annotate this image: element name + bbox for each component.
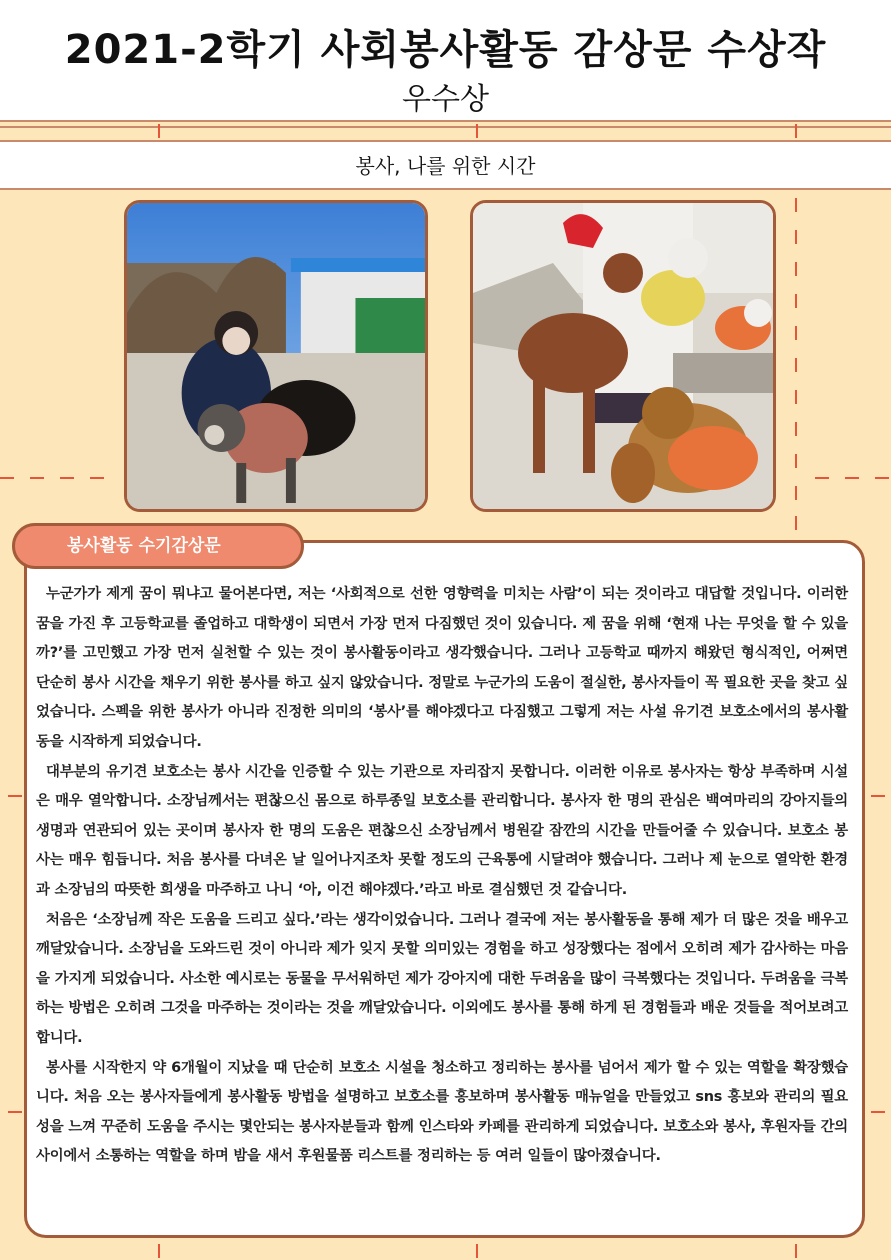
dash [795, 326, 797, 340]
dash [845, 477, 859, 479]
dash [90, 477, 104, 479]
dash [60, 477, 74, 479]
dash [8, 795, 22, 797]
dash [795, 262, 797, 276]
dash [795, 516, 797, 530]
dash [871, 795, 885, 797]
photo-volunteer-with-dogs-outdoor [124, 200, 428, 512]
dash [795, 124, 797, 138]
dash [795, 294, 797, 308]
dash [476, 1244, 478, 1258]
dash [815, 477, 829, 479]
dash [875, 477, 889, 479]
dash [795, 390, 797, 404]
dash [8, 1111, 22, 1113]
essay-paragraph: 봉사를 시작한지 약 6개월이 지났을 때 단순히 보호소 시설을 청소하고 정리하는 봉사를 넘어서 제가 할 수 있는 역할을 확장했습니다. 처음 오는 봉사자들에게 봉사활동 방법을 설명하고 보호소를 홍보하며 봉사활동 매뉴얼을 만들었고 sns 홍보와 관리의 필요성을 느껴 꾸준히 도움을 주시는 몇안되는 봉사자분들과 함께 인스타와 카페를 관리하게 되었습니다. 보호소와 봉사, 후원자들 간의 사이에서 소통하는 역할을 하며 밤을 새서 후원물품 리스트를 정리하는 등 여러 일들이 많아졌습니다. [36, 1059, 848, 1165]
dash [871, 1111, 885, 1113]
essay-paragraph: 누군가가 제게 꿈이 뭐냐고 물어본다면, 저는 ‘사회적으로 선한 영향력을 미치는 사람’이 되는 것이라고 대답할 것입니다. 이러한 꿈을 가진 후 고등학교를 졸업하고 대학생이 되면서 가장 먼저 다짐했던 것이 있습니다. 제 꿈을 위해 ‘현재 나는 무엇을 할 수 있을까?’를 고민했고 가장 먼저 실천할 수 있는 것이 봉사활동이라고 생각했습니다. 그러나 고등학교 때까지 해왔던 형식적인, 어쩌면 단순히 봉사 시간을 채우기 위한 봉사를 하고 싶지 않았습니다. 정말로 누군가의 도움이 절실한, 봉사자들이 꼭 필요한 곳을 찾고 싶었습니다. 스펙을 위한 봉사가 아니라 진정한 의미의 ‘봉사’를 해야겠다고 다짐했고 그렇게 저는 사설 유기견 보호소에서의 봉사활동을 시작하게 되었습니다. [36, 586, 848, 750]
essay-subtitle: 봉사, 나를 위한 시간 [355, 154, 536, 178]
essay-paragraph: 대부분의 유기견 보호소는 봉사 시간을 인증할 수 있는 기관으로 자리잡지 못합니다. 이러한 이유로 봉사자는 항상 부족하며 시설은 매우 열악합니다. 소장님께서는 편찮으신 몸으로 하루종일 보호소를 관리합니다. 봉사자 한 명의 관심은 백여마리의 강아지들의 생명과 연관되어 있는 곳이며 봉사자 한 명의 도움은 편찮으신 소장님께서 병원갈 잠깐의 시간을 만들어줄 수 있습니다. 보호소 봉사는 매우 힘듭니다. 처음 봉사를 다녀온 날 일어나지조차 못할 정도의 근육통에 시달려야 했습니다. 그러나 제 눈으로 열악한 환경과 소장님의 따뜻한 희생을 마주하고 나니 ‘아, 이건 해야겠다.’라고 바로 결심했던 것 같습니다. [36, 763, 848, 898]
dash [158, 124, 160, 138]
essay-tab-label: 봉사활동 수기감상문 [12, 523, 304, 569]
dash [795, 454, 797, 468]
dash [795, 1244, 797, 1258]
dash [476, 124, 478, 138]
dash [795, 198, 797, 212]
dash [158, 1244, 160, 1258]
essay-paragraph: 처음은 ‘소장님께 작은 도움을 드리고 싶다.’라는 생각이었습니다. 그러나 결국에 저는 봉사활동을 통해 제가 더 많은 것을 배우고 깨달았습니다. 소장님을 도와드린 것이 아니라 제가 잊지 못할 의미있는 경험을 하고 성장했다는 점에서 오히려 제가 감사하는 마음을 가지게 되었습니다. 사소한 예시로는 동물을 무서워하던 제가 강아지에 대한 두려움을 많이 극복했다는 것입니다. 두려움을 극복하는 방법은 오히려 그것을 마주하는 것이라는 것을 깨달았습니다. 이외에도 봉사를 통해 하게 된 경험들과 배운 것들을 적어보려고 합니다. [36, 911, 848, 1046]
dash [795, 358, 797, 372]
dash [795, 230, 797, 244]
dash [795, 422, 797, 436]
page-title: 2021-2학기 사회봉사활동 감상문 수상작 [64, 27, 827, 73]
dash [30, 477, 44, 479]
dash [0, 477, 14, 479]
header-underline [0, 126, 891, 128]
dash [795, 486, 797, 500]
award-label: 우수상 [402, 82, 489, 117]
photo-dogs-in-shelter [470, 200, 776, 512]
essay-body [36, 580, 848, 1172]
